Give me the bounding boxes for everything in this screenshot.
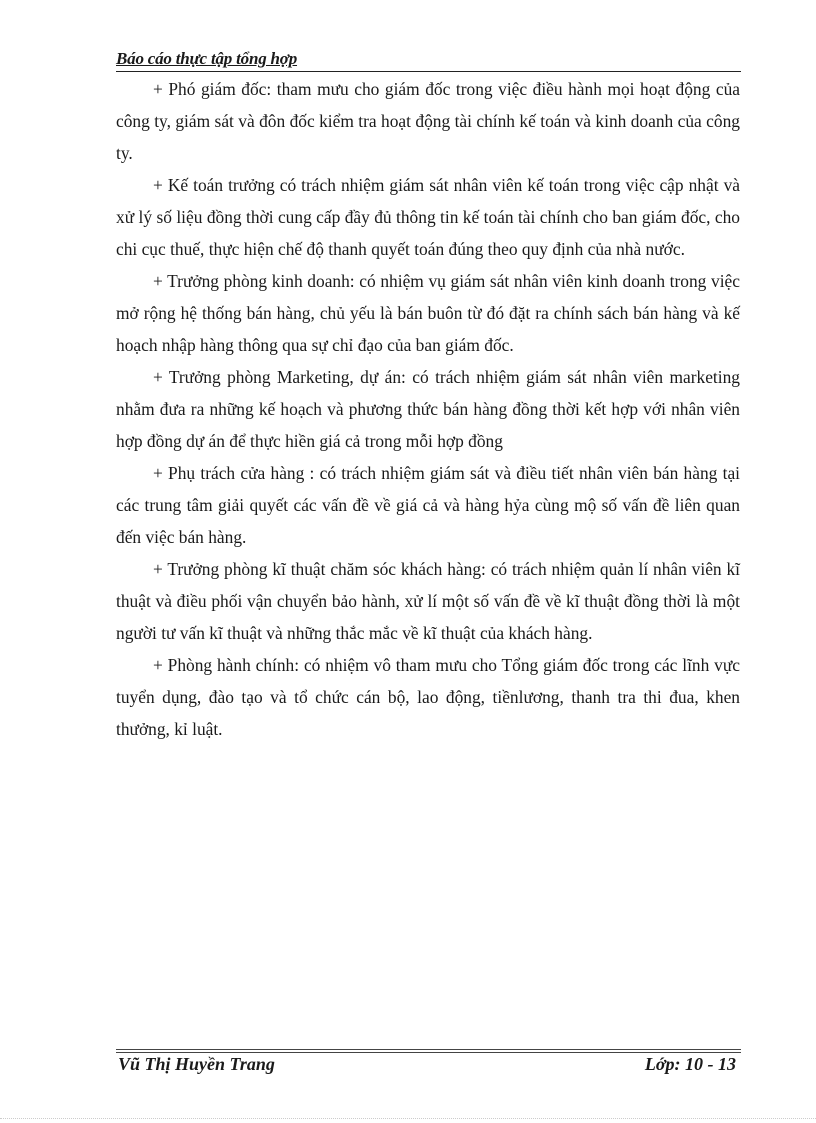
footer-divider-bottom [116, 1052, 741, 1053]
footer-class: Lớp: 10 - 13 [644, 1054, 736, 1074]
paragraph-truong-phong-kinh-doanh: + Trưởng phòng kinh doanh: có nhiệm vụ giám sát nhân viên kinh doanh trong việc mở rộng hệ thống bán hàng, chủ yếu là bán buôn từ đó đặt ra chính sách bán hàng và kế hoạch nhập hàng thông qua sự chỉ đạo của ban giám đốc. [116, 271, 740, 355]
paragraph-phong-hanh-chinh: + Phòng hành chính: có nhiệm vô tham mưu cho Tổng giám đốc trong các lĩnh vực tuyển dụng, đào tạo và tổ chức cán bộ, lao động, tiềnlương, thanh tra thi đua, khen thưởng, kỉ luật. [116, 655, 740, 739]
page-header-title: Báo cáo thực tập tổng hợp [116, 49, 298, 68]
paragraph-truong-phong-marketing: + Trưởng phòng Marketing, dự án: có trách nhiệm giám sát nhân viên marketing nhằm đưa ra những kế hoạch và phương thức bán hàng đồng thời kết hợp với nhân viên hợp đồng dự án để thực hiền giá cả trong mỗi hợp đồng [116, 367, 740, 451]
footer-author: Vũ Thị Huyền Trang [118, 1054, 275, 1074]
footer-divider-top [116, 1049, 741, 1050]
page-bottom-edge [0, 1118, 816, 1119]
document-body [116, 73, 740, 745]
paragraph-phu-trach-cua-hang: + Phụ trách cửa hàng : có trách nhiệm giám sát và điều tiết nhân viên bán hàng tại các trung tâm giải quyết các vấn đề về giá cả và hàng hỷa cùng mộ số vấn đề liên quan đến việc bán hàng. [116, 463, 740, 547]
paragraph-ke-toan-truong: + Kế toán trưởng có trách nhiệm giám sát nhân viên kế toán trong việc cập nhật và xử lý số liệu đồng thời cung cấp đầy đủ thông tin kế toán tài chính cho ban giám đốc, cho chi cục thuế, thực hiện chế độ thanh quyết toán đúng theo quy định của nhà nước. [116, 175, 740, 259]
paragraph-pho-giam-doc: + Phó giám đốc: tham mưu cho giám đốc trong việc điều hành mọi hoạt động của công ty, giám sát và đôn đốc kiểm tra hoạt động tài chính kế toán và kinh doanh của công ty. [116, 79, 740, 163]
header-divider [116, 71, 741, 72]
paragraph-truong-phong-ki-thuat: + Trưởng phòng kĩ thuật chăm sóc khách hàng: có trách nhiệm quản lí nhân viên kĩ thuật và điều phối vận chuyển bảo hành, xử lí một số vấn đề về kĩ thuật đồng thời là một người tư vấn kĩ thuật và những thắc mắc về kĩ thuật của khách hàng. [116, 559, 740, 643]
